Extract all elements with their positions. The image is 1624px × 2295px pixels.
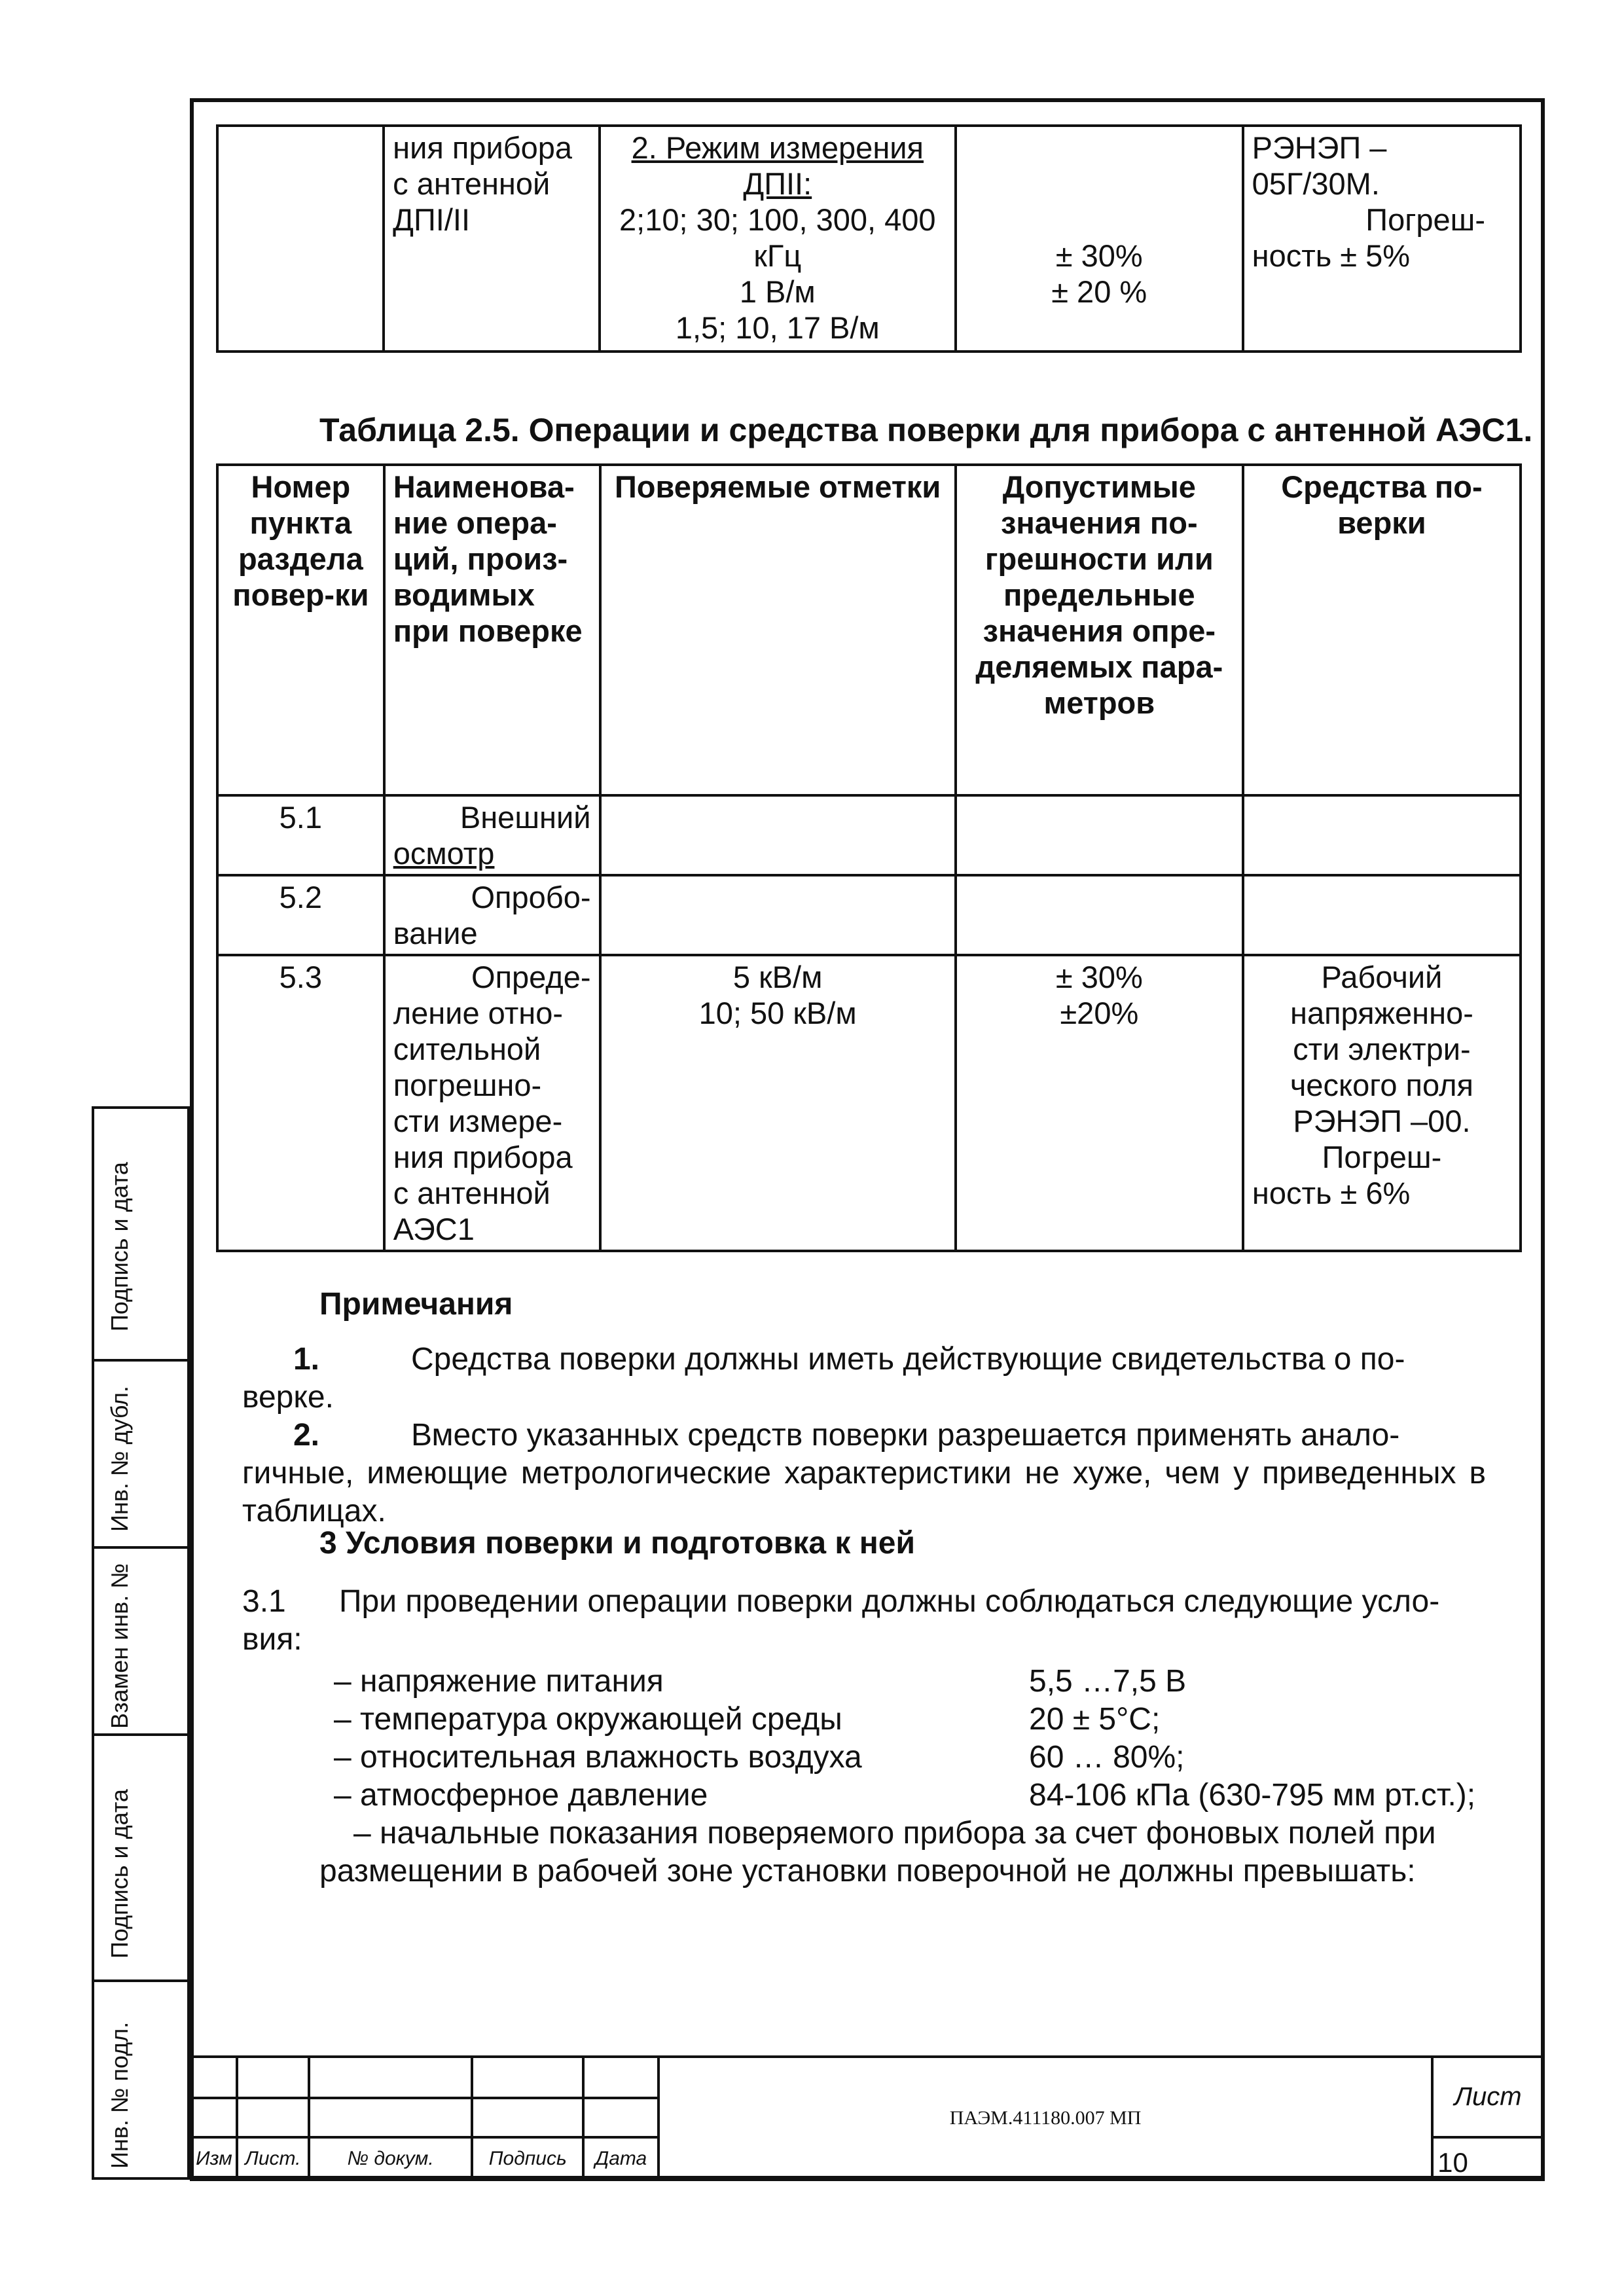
note-1-text: Средства поверки должны иметь действующие свидетельства о по- — [411, 1342, 1405, 1377]
header-operation: Наименова- ние опера- ций, произ- водимых при поверке — [384, 465, 600, 795]
tb-cell — [472, 2098, 583, 2137]
table-caption: Таблица 2.5. Операции и средства поверки для прибора с антенной АЭС1. — [319, 412, 1533, 448]
row-number: 5.1 — [217, 795, 384, 875]
tb-cell — [472, 2057, 583, 2098]
side-stamp-duplicate — [92, 1359, 190, 1549]
tb-cell — [237, 2098, 309, 2137]
condition-label: – атмосферное давление — [334, 1778, 708, 1813]
row-tolerance — [956, 795, 1243, 875]
condition-value: 5,5 …7,5 В — [1029, 1664, 1187, 1699]
tb-cell — [583, 2057, 659, 2098]
title-block — [190, 2055, 1545, 2181]
condition-value: 84-106 кПа (630-795 мм рт.ст.); — [1029, 1778, 1476, 1813]
condition-label: – напряжение питания — [334, 1664, 664, 1699]
side-stamp-signature-date — [92, 1106, 190, 1362]
means-text: РЭНЭП – 05Г/30М. — [1252, 130, 1387, 201]
side-label: Инв. № дубл. — [106, 1386, 133, 1532]
paragraph-3-1-number: 3.1 — [242, 1584, 286, 1619]
cell-marks — [600, 126, 956, 352]
tb-cell — [309, 2098, 473, 2137]
paragraph-3-1-cont: вия: — [242, 1622, 302, 1657]
tb-doc-label: № докум. — [309, 2137, 473, 2180]
tb-date-label: Дата — [583, 2137, 659, 2180]
tolerance-values: ± 30% ± 20 % — [1051, 238, 1147, 309]
note-1 — [242, 1341, 1486, 1417]
table-row — [217, 795, 1521, 875]
note-1-cont: верке. — [242, 1380, 334, 1415]
means-error-value: ность ± 5% — [1252, 238, 1411, 273]
means-error-label: Погреш- — [1365, 202, 1485, 237]
condition-row — [334, 1777, 1475, 1815]
mode-title: 2. Режим измерения ДПII: — [631, 130, 924, 201]
paragraph-3-1-text: При проведении операции поверки должны соблюдаться следующие усло- — [339, 1584, 1440, 1619]
side-stamp-original — [92, 1979, 190, 2180]
tb-izm-label: Изм — [191, 2137, 237, 2180]
tb-list-label: Лист. — [237, 2137, 309, 2180]
row-operation — [384, 795, 600, 875]
table-row — [217, 875, 1521, 955]
row-operation-first: Опробо- — [471, 880, 591, 914]
document-number: ПАЭМ.411180.007 МП — [659, 2057, 1432, 2180]
row-means-error-value: ность ± 6% — [1252, 1176, 1411, 1210]
note-2-text: Вместо указанных средств поверки разрешается применять анало- — [411, 1418, 1400, 1453]
note-1-number: 1. — [293, 1342, 319, 1377]
row-marks: 5 кВ/м 10; 50 кВ/м — [600, 955, 956, 1251]
row-marks — [600, 795, 956, 875]
row-operation-rest: вание — [393, 916, 478, 950]
side-label: Подпись и дата — [106, 1789, 133, 1959]
condition-row — [334, 1701, 1160, 1739]
condition-row: – начальные показания поверяемого прибора за счет фоновых полей при — [353, 1816, 1436, 1851]
condition-row — [334, 1739, 1184, 1777]
condition-row — [334, 1663, 1186, 1701]
header-tolerance: Допустимые значения по- грешности или предельные значения опре- деляемых пара- метров — [956, 465, 1243, 795]
row-operation-first: Внешний — [460, 800, 591, 835]
row-operation-rest: ление отно- сительной погрешно- сти измере- ния прибора с антенной АЭС1 — [393, 996, 573, 1246]
side-stamp-replacement — [92, 1546, 190, 1736]
tb-cell — [309, 2057, 473, 2098]
note-2 — [242, 1417, 1486, 1530]
row-tolerance: ± 30% ±20% — [956, 955, 1243, 1251]
verification-table — [216, 463, 1522, 1252]
header-number: Номер пункта раздела повер-ки — [217, 465, 384, 795]
tb-sign-label: Подпись — [472, 2137, 583, 2180]
side-label: Взамен инв. № — [106, 1563, 133, 1729]
row-marks — [600, 875, 956, 955]
condition-value: 60 … 80%; — [1029, 1740, 1185, 1775]
condition-label: – температура окружающей среды — [334, 1702, 842, 1737]
row-means — [1243, 875, 1521, 955]
row-means — [1243, 795, 1521, 875]
cell-empty — [217, 126, 384, 352]
row-tolerance — [956, 875, 1243, 955]
sheet-number: 10 — [1432, 2137, 1543, 2180]
row-means — [1243, 955, 1521, 1251]
row-operation — [384, 955, 600, 1251]
row-means-error-label: Погреш- — [1322, 1140, 1442, 1174]
note-2-number: 2. — [293, 1418, 319, 1453]
cell-operation: ния прибора с антенной ДПI/II — [384, 126, 600, 352]
continued-table — [216, 124, 1522, 353]
tb-cell — [191, 2098, 237, 2137]
row-operation — [384, 875, 600, 955]
tb-cell — [583, 2098, 659, 2137]
sheet-label: Лист — [1432, 2057, 1543, 2137]
side-stamp-signature-date-2 — [92, 1733, 190, 1982]
header-marks: Поверяемые отметки — [600, 465, 956, 795]
condition-label: – относительная влажность воздуха — [334, 1740, 862, 1775]
cell-tolerance — [956, 126, 1243, 352]
table-row — [217, 955, 1521, 1251]
side-label: Инв. № подл. — [106, 2021, 133, 2169]
tb-cell — [237, 2057, 309, 2098]
notes-title: Примечания — [319, 1287, 513, 1322]
condition-value: 20 ± 5°С; — [1029, 1702, 1161, 1737]
row-means-text: Рабочий напряженно- сти электри- ческого поля РЭНЭП –00. — [1290, 960, 1473, 1138]
paragraph-3-1 — [242, 1583, 1506, 1659]
tb-cell — [191, 2057, 237, 2098]
table-header-row — [217, 465, 1521, 795]
section-3-title: 3 Условия поверки и подготовка к ней — [319, 1526, 915, 1561]
mode-values: 2;10; 30; 100, 300, 400 кГц 1 В/м 1,5; 10, 17 В/м — [619, 202, 936, 345]
row-operation-first: Опреде- — [471, 960, 591, 994]
row-number: 5.3 — [217, 955, 384, 1251]
side-label: Подпись и дата — [106, 1162, 133, 1331]
row-number: 5.2 — [217, 875, 384, 955]
header-means: Средства по- верки — [1243, 465, 1521, 795]
cell-means — [1243, 126, 1521, 352]
row-operation-rest: осмотр — [393, 836, 495, 871]
condition-row-cont: размещении в рабочей зоне установки поверочной не должны превышать: — [319, 1854, 1416, 1888]
note-2-cont: гичные, имеющие метрологические характеристики не хуже, чем у приведенных в таблицах. — [242, 1456, 1486, 1528]
